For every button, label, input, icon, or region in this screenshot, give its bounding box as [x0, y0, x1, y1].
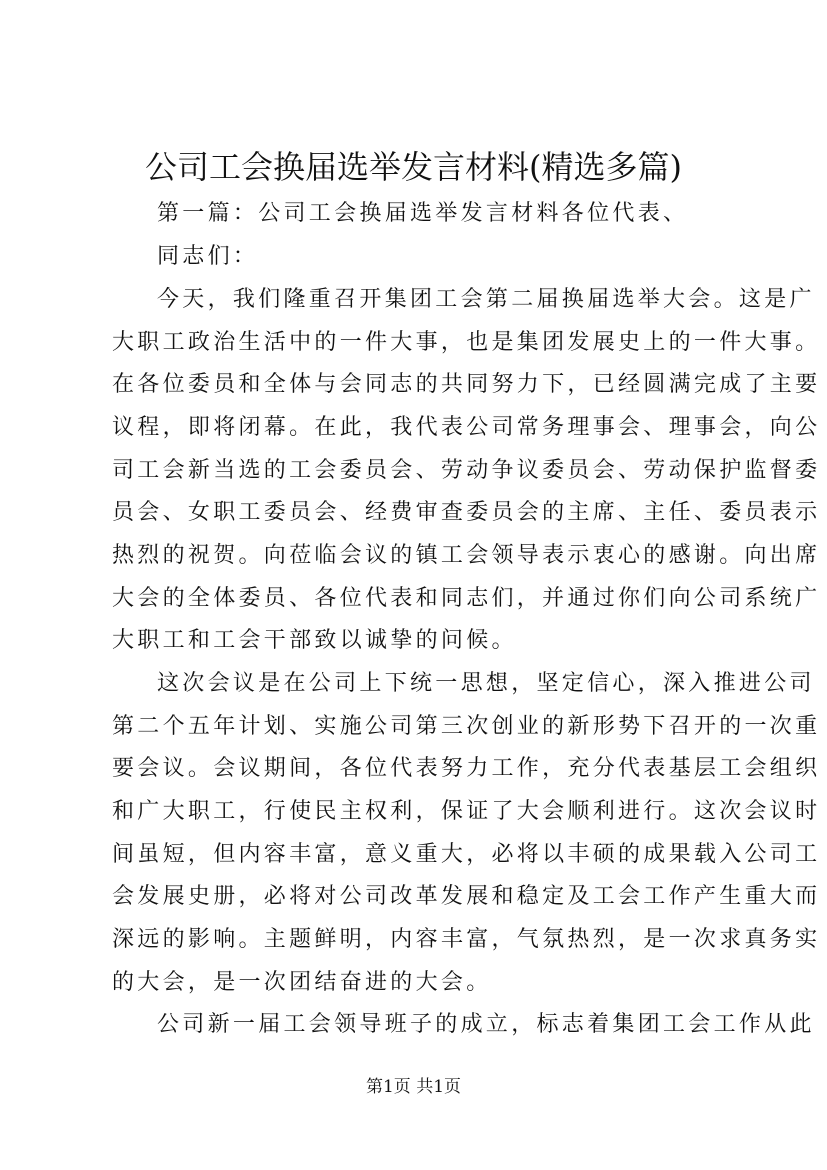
- text-line: 公司新一届工会领导班子的成立，标志着集团工会工作从此: [157, 1012, 815, 1037]
- page-footer: 第1页 共1页: [365, 1077, 462, 1097]
- text-line: 这次会议是在公司上下统一思想，坚定信心，深入推进公司: [157, 671, 815, 696]
- text-line: 员会、女职工委员会、经费审查委员会的主席、主任、委员表示: [112, 500, 821, 525]
- document-title: 公司工会换届选举发言材料(精选多篇): [145, 148, 682, 186]
- text-line: 大职工和工会干部致以诚挚的问候。: [112, 628, 517, 653]
- text-line: 要会议。会议期间，各位代表努力工作，充分代表基层工会组织: [112, 756, 821, 781]
- text-line: 在各位委员和全体与会同志的共同努力下，已经圆满完成了主要: [112, 372, 821, 397]
- text-line: 司工会新当选的工会委员会、劳动争议委员会、劳动保护监督委: [112, 458, 821, 483]
- text-line: 大会的全体委员、各位代表和同志们，并通过你们向公司系统广: [112, 586, 821, 611]
- text-line: 议程，即将闭幕。在此，我代表公司常务理事会、理事会，向公: [112, 415, 821, 440]
- text-line: 会发展史册，必将对公司改革发展和稳定及工会工作产生重大而: [112, 884, 821, 909]
- text-line: 和广大职工，行使民主权利，保证了大会顺利进行。这次会议时: [112, 799, 821, 824]
- text-line: 大职工政治生活中的一件大事，也是集团发展史上的一件大事。: [112, 330, 821, 355]
- text-line: 深远的影响。主题鲜明，内容丰富，气氛热烈，是一次求真务实: [112, 927, 821, 952]
- text-line: 第二个五年计划、实施公司第三次创业的新形势下召开的一次重: [112, 714, 821, 739]
- heading-line: 第一篇：公司工会换届选举发言材料各位代表、: [157, 201, 689, 226]
- text-line: 的大会，是一次团结奋进的大会。: [112, 970, 492, 995]
- text-line: 间虽短，但内容丰富，意义重大，必将以丰硕的成果载入公司工: [112, 842, 821, 867]
- text-line: 今天，我们隆重召开集团工会第二届换届选举大会。这是广: [157, 287, 815, 312]
- salutation: 同志们：: [157, 244, 259, 269]
- text-line: 热烈的祝贺。向莅临会议的镇工会领导表示衷心的感谢。向出席: [112, 543, 821, 568]
